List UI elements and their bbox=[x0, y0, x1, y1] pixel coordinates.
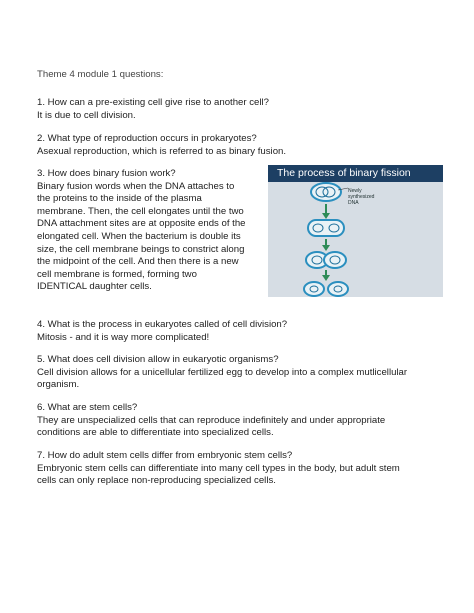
question-2-text: 2. What type of reproduction occurs in prokaryotes? bbox=[37, 133, 257, 144]
figure-dna-label bbox=[348, 188, 388, 206]
answer-3-line: membrane. Then, the cell elongates until the two bbox=[37, 205, 244, 217]
answer-3-line: DNA attachment sites are at opposite ends of the bbox=[37, 218, 246, 230]
cell-stage-3 bbox=[306, 252, 346, 268]
question-6 bbox=[37, 402, 437, 440]
figure-label-line: Newly bbox=[348, 188, 362, 194]
answer-3-line: the proteins to the inside of the plasma bbox=[37, 193, 202, 205]
question-4 bbox=[37, 319, 437, 344]
question-3 bbox=[37, 168, 262, 294]
question-6-text: 6. What are stem cells? bbox=[37, 402, 138, 413]
answer-7-line: cells can only replace non-reproducing specialized cells. bbox=[37, 475, 276, 487]
answer-1-text: It is due to cell division. bbox=[37, 109, 136, 121]
answer-3-line: IDENTICAL daughter cells. bbox=[37, 281, 152, 293]
answer-6-line: They are unspecialized cells that can reproduce indefinitely and under appropriate bbox=[37, 414, 386, 426]
cell-stage-1 bbox=[311, 183, 341, 201]
question-3-text: 3. How does binary fusion work? bbox=[37, 168, 176, 179]
answer-3-line: the midpoint of the cell. And then there is a new bbox=[37, 256, 239, 268]
question-7-text: 7. How do adult stem cells differ from embryonic stem cells? bbox=[37, 450, 293, 461]
answer-2-text: Asexual reproduction, which is referred to as binary fusion. bbox=[37, 145, 287, 157]
question-7 bbox=[37, 450, 437, 488]
answer-5-line: Cell division allows for a unicellular fertilized egg to develop into a complex mutlicellular bbox=[37, 366, 408, 378]
question-2 bbox=[37, 133, 437, 158]
arrow-icon bbox=[322, 204, 330, 219]
answer-3-line: elongated cell. When the bacterium is double its bbox=[37, 230, 241, 242]
answer-5-line: organism. bbox=[37, 379, 80, 391]
question-5 bbox=[37, 354, 437, 392]
figure-label-line: DNA bbox=[348, 200, 359, 206]
question-5-text: 5. What does cell division allow in eukaryotic organisms? bbox=[37, 354, 279, 365]
figure-label-line: synthesized bbox=[348, 194, 375, 200]
page-title: Theme 4 module 1 questions: bbox=[37, 69, 164, 80]
arrow-icon bbox=[322, 270, 330, 281]
question-4-text: 4. What is the process in eukaryotes called of cell division? bbox=[37, 319, 288, 330]
answer-6-line: conditions are able to differentiate into specialized cells. bbox=[37, 427, 274, 439]
answer-3-line: cell membrane is formed, forming two bbox=[37, 268, 197, 280]
arrow-icon bbox=[322, 239, 330, 251]
figure-banner bbox=[268, 165, 443, 182]
answer-3-line: size, the cell membrane beings to constrict along bbox=[37, 243, 245, 255]
cell-stage-4 bbox=[304, 282, 348, 296]
answer-3-line: Binary fusion words when the DNA attaches to bbox=[37, 180, 235, 192]
question-1 bbox=[37, 97, 437, 122]
cell-stage-2 bbox=[308, 220, 344, 236]
answer-4-text: Mitosis - and it is way more complicated! bbox=[37, 331, 210, 343]
figure-title: The process of binary fission bbox=[277, 167, 411, 179]
binary-fission-figure bbox=[268, 165, 443, 297]
answer-7-line: Embryonic stem cells can differentiate into many cell types in the body, but adult stem bbox=[37, 462, 400, 474]
question-1-text: 1. How can a pre-existing cell give rise to another cell? bbox=[37, 97, 269, 108]
